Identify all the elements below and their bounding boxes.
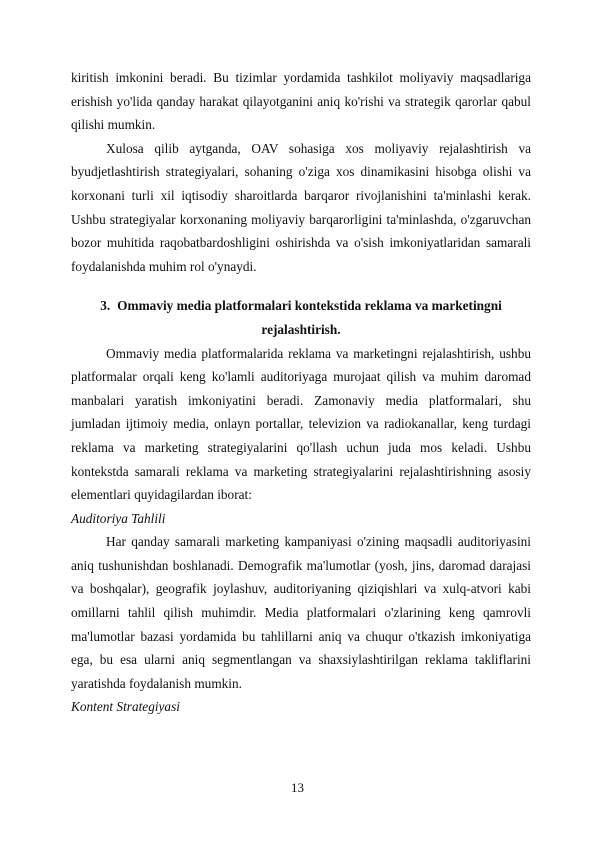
page-number: 13	[291, 780, 304, 795]
document-page	[71, 66, 531, 719]
section-heading	[71, 294, 531, 341]
paragraph-audience: Har qanday samarali marketing kampaniyasi o'zining maqsadli auditoriyasini aniq tushunishdan boshlanadi. Demografik ma'lumotlar (yosh, jins, daromad darajasi va boshqalar), geografik joylashuv, auditoriyaning qiziqishlari va xulq-atvori kabi omillarni tahlil qilish muhimdir. Media platformalari o'zlarining keng qamrovli ma'lumotlar bazasi yordamida bu tahlillarni aniq va chuqur o'tkazish imkoniyatiga ega, bu esa ularni aniq segmentlangan va shaxsiylashtirilgan reklama takliflarini yaratishda foydalanish mumkin.	[71, 534, 531, 691]
subheading-audience-analysis: Auditoriya Tahlili	[71, 510, 166, 526]
paragraph-intro: Ommaviy media platformalarida reklama va marketingni rejalashtirish, ushbu platformalar orqali keng ko'lamli auditoriyaga murojaat qilish va muhim daromad manbalari yaratish imkoniyatini beradi. Zamonaviy media platformalari, shu jumladan ijtimoiy media, onlayn portallar, televizion va radiokanallar, keng turdagi reklama va marketing strategiyalarini qo'llash uchun juda mos keladi. Ushbu kontekstda samarali reklama va marketing strategiyalarini rejalashtirishning asosiy elementlari quyidagilardan iborat:	[71, 345, 531, 503]
paragraph-continuation: kiritish imkonini beradi. Bu tizimlar yordamida tashkilot moliyaviy maqsadlariga erishish yo'lida qanday harakat qilayotganini aniq ko'rishi va strategik qarorlar qabul qilishi mumkin.	[71, 70, 531, 133]
section-number: 3.	[100, 298, 111, 314]
paragraph-conclusion: Xulosa qilib aytganda, OAV sohasiga xos moliyaviy rejalashtirish va byudjetlashtirish strategiyalari, sohaning o'ziga xos dinamikasini hisobga olishi va korxonani turli xil iqtisodiy sharoitlarda barqaror rivojlanishini ta'minlashi kerak. Ushbu strategiyalar korxonaning moliyaviy barqarorligini ta'minlashda, o'zgaruvchan bozor muhitida raqobatbardoshligini oshirishda va o'sish imkoniyatlaridan samarali foydalanishda muhim rol o'ynaydi.	[71, 140, 531, 274]
section-title: Ommaviy media platformalari kontekstida reklama va marketingni rejalashtirish.	[117, 298, 502, 337]
subheading-content-strategy: Kontent Strategiyasi	[71, 699, 180, 715]
